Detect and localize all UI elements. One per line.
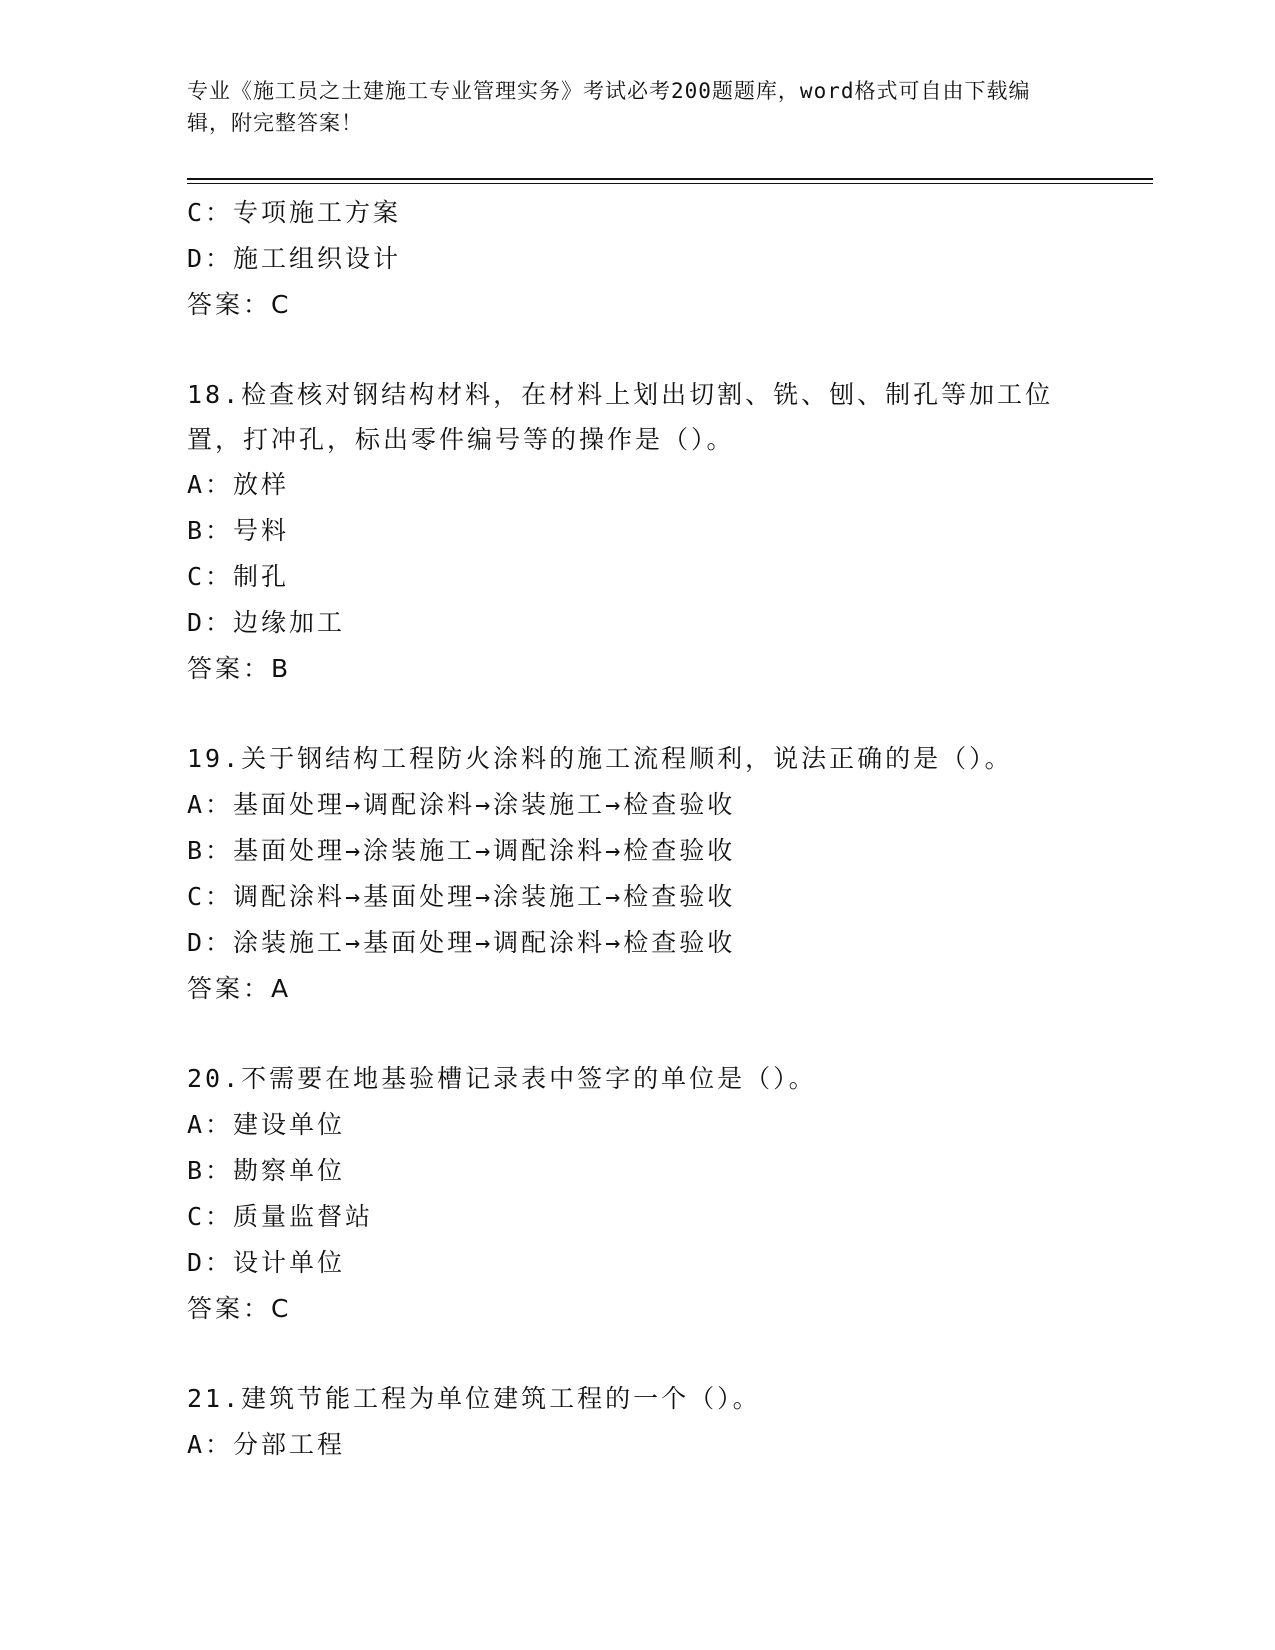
option-c: C：专项施工方案 <box>187 198 402 227</box>
option-b: B：号料 <box>187 516 290 545</box>
option-c: C：质量监督站 <box>187 1202 374 1231</box>
option-c: C：制孔 <box>187 562 290 591</box>
option-a: A：建设单位 <box>187 1110 346 1139</box>
answer-line: 答案：C <box>187 290 292 319</box>
spacer <box>187 692 1153 736</box>
option-a: A：分部工程 <box>187 1430 346 1459</box>
option-c: C：调配涂料→基面处理→涂装施工→检查验收 <box>187 882 736 911</box>
question-stem: 19.关于钢结构工程防火涂料的施工流程顺利，说法正确的是（）。 <box>187 744 1013 773</box>
header-divider-thick <box>187 178 1153 180</box>
option-a: A：放样 <box>187 470 290 499</box>
answer-line: 答案：B <box>187 654 292 683</box>
answer-line: 答案：A <box>187 974 292 1003</box>
question-21 <box>187 1376 1153 1468</box>
option-d: D：涂装施工→基面处理→调配涂料→检查验收 <box>187 928 736 957</box>
header-divider-thin <box>187 183 1153 184</box>
spacer <box>187 1332 1153 1376</box>
option-d: D：设计单位 <box>187 1248 346 1277</box>
question-stem: 21.建筑节能工程为单位建筑工程的一个（）。 <box>187 1384 761 1413</box>
option-d: D：边缘加工 <box>187 608 346 637</box>
page-header: 专业《施工员之土建施工专业管理实务》考试必考200题题库，word格式可自由下载编辑，附完整答案！ <box>187 79 1031 135</box>
question-17-tail <box>187 190 1153 328</box>
option-b: B：勘察单位 <box>187 1156 346 1185</box>
spacer <box>187 328 1153 372</box>
question-stem: 20.不需要在地基验槽记录表中签字的单位是（）。 <box>187 1064 817 1093</box>
question-stem: 18.检查核对钢结构材料，在材料上划出切割、铣、刨、制孔等加工位置，打冲孔，标出零件编号等的操作是（）。 <box>187 380 1054 454</box>
spacer <box>187 1012 1153 1056</box>
option-d: D：施工组织设计 <box>187 244 402 273</box>
question-18 <box>187 372 1153 692</box>
question-19 <box>187 736 1153 1012</box>
answer-line: 答案：C <box>187 1294 292 1323</box>
question-20 <box>187 1056 1153 1332</box>
option-a: A：基面处理→调配涂料→涂装施工→检查验收 <box>187 790 736 819</box>
option-b: B：基面处理→涂装施工→调配涂料→检查验收 <box>187 836 736 865</box>
question-list <box>187 190 1153 1468</box>
